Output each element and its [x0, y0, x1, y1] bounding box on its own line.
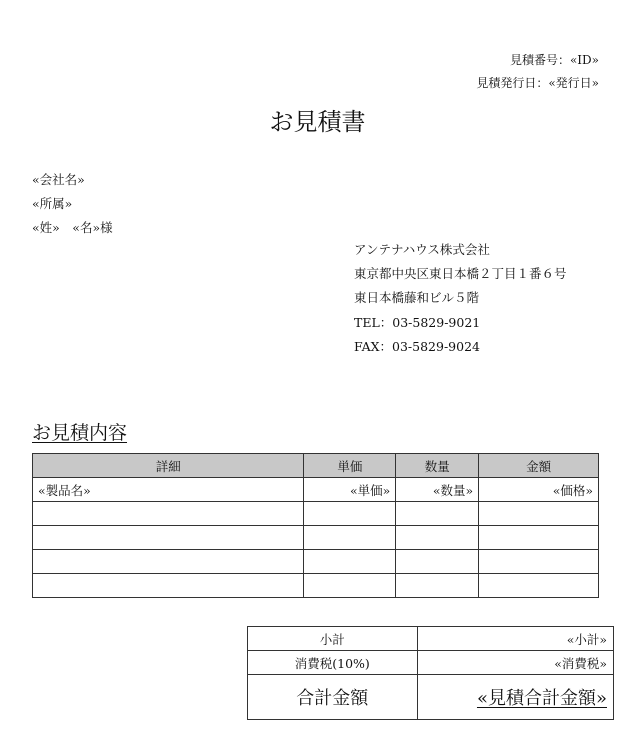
cell-amount: «価格»: [479, 478, 599, 502]
subtotal-row: [248, 627, 614, 651]
table-row: [33, 502, 599, 526]
cell-amount: [479, 526, 599, 550]
recipient-department: «所属»: [32, 196, 73, 211]
grand-total-value-text: «見積合計金額»: [476, 688, 607, 709]
header-amount: 金額: [479, 454, 599, 478]
table-row: [33, 574, 599, 598]
tax-label: 消費税(10%): [248, 651, 418, 675]
header-unit-price: 単価: [304, 454, 396, 478]
cell-amount: [479, 502, 599, 526]
recipient-company: «会社名»: [32, 172, 85, 187]
cell-quantity: [396, 550, 479, 574]
issue-date: 見積発行日：«発行日»: [476, 76, 599, 90]
cell-quantity: [396, 574, 479, 598]
cell-detail: «製品名»: [33, 478, 304, 502]
cell-quantity: [396, 526, 479, 550]
tax-row: [248, 651, 614, 675]
subtotal-label: 小計: [248, 627, 418, 651]
cell-unit-price: [304, 526, 396, 550]
cell-unit-price: [304, 502, 396, 526]
cell-quantity: «数量»: [396, 478, 479, 502]
cell-unit-price: [304, 550, 396, 574]
cell-amount: [479, 550, 599, 574]
cell-unit-price: [304, 574, 396, 598]
cell-quantity: [396, 502, 479, 526]
grand-total-label: 合計金額: [248, 675, 418, 720]
grand-total-row: [248, 675, 614, 720]
document-title: お見積書: [269, 108, 366, 136]
cell-unit-price: «単価»: [304, 478, 396, 502]
grand-total-value: [417, 675, 613, 720]
header-quantity: 数量: [396, 454, 479, 478]
issuer-company: アンテナハウス株式会社: [354, 242, 490, 257]
subtotal-value: «小計»: [417, 627, 613, 651]
cell-detail: [33, 526, 304, 550]
issuer-address-line1: 東京都中央区東日本橋２丁目１番６号: [354, 266, 567, 281]
cell-detail: [33, 574, 304, 598]
estimate-number: 見積番号：«ID»: [509, 53, 599, 67]
issuer-tel: TEL：03-5829-9021: [354, 315, 481, 330]
table-header-row: [33, 454, 599, 478]
issuer-address-line2: 東日本橋藤和ビル５階: [354, 290, 480, 305]
cell-detail: [33, 502, 304, 526]
tax-value: «消費税»: [417, 651, 613, 675]
totals-table: [247, 626, 614, 720]
table-row: [33, 550, 599, 574]
cell-amount: [479, 574, 599, 598]
issuer-fax: FAX：03-5829-9024: [354, 339, 480, 354]
recipient-name: «姓» «名»様: [32, 220, 113, 235]
table-row: [33, 526, 599, 550]
header-detail: 詳細: [33, 454, 304, 478]
section-title: お見積内容: [32, 422, 128, 444]
cell-detail: [33, 550, 304, 574]
table-row: [33, 478, 599, 502]
estimate-items-table: [32, 453, 599, 598]
